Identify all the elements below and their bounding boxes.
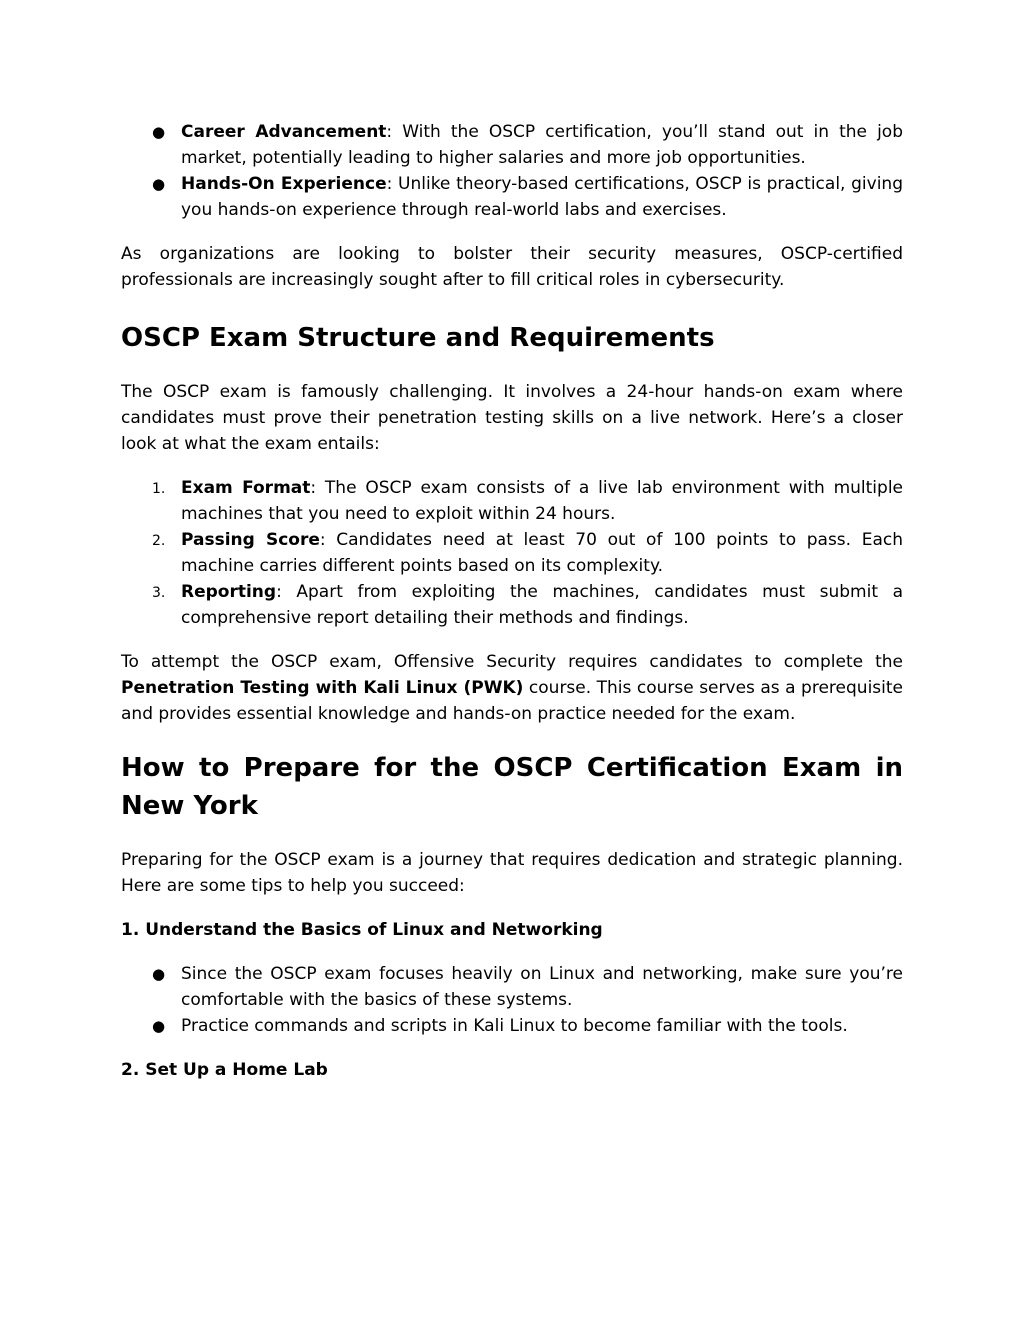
- list-item-text: : With the OSCP certification, you’ll stand out in the job market, potentially leading to higher salaries and more job opportunities.: [181, 122, 903, 168]
- bullet-icon: ●: [152, 175, 166, 193]
- list-item-text: : The OSCP exam consists of a live lab environment with multiple machines that you need to exploit within 24 hours.: [181, 478, 904, 524]
- benefits-list: [121, 119, 903, 223]
- list-item-text: : Apart from exploiting the machines, candidates must submit a comprehensive report detailing their methods and findings.: [181, 582, 903, 628]
- bullet-icon: ●: [152, 965, 166, 983]
- paragraph-prepare-intro: Preparing for the OSCP exam is a journey that requires dedication and strategic planning. Here are some tips to help you succeed:: [121, 850, 903, 896]
- list-item-term: Reporting: [181, 582, 277, 602]
- subheading-linux-networking: 1. Understand the Basics of Linux and Networking: [121, 920, 603, 940]
- course-name: Penetration Testing with Kali Linux (PWK): [121, 678, 524, 698]
- list-item: [152, 1013, 903, 1039]
- list-item-text: Since the OSCP exam focuses heavily on Linux and networking, make sure you’re comfortable with the basics of these systems.: [181, 964, 903, 1010]
- heading-exam-structure: OSCP Exam Structure and Requirements: [121, 323, 715, 353]
- paragraph-text: To attempt the OSCP exam, Offensive Security requires candidates to complete the: [121, 652, 903, 672]
- list-item-term: Passing Score: [181, 530, 320, 550]
- list-item: [152, 579, 903, 631]
- list-item-term: Exam Format: [181, 478, 311, 498]
- document-body: [121, 119, 903, 1083]
- list-item-term: Career Advancement: [181, 122, 387, 142]
- list-item: [152, 171, 903, 223]
- paragraph-exam-intro: The OSCP exam is famously challenging. It involves a 24-hour hands-on exam where candidates must prove their penetration testing skills on a live network. Here’s a closer look at what the exam entails:: [121, 382, 903, 454]
- heading-how-to-prepare: How to Prepare for the OSCP Certification Exam in New York: [121, 753, 903, 821]
- paragraph-pwk: [121, 649, 903, 727]
- list-item: [152, 475, 904, 527]
- list-item: [152, 527, 903, 579]
- list-item-text: Practice commands and scripts in Kali Linux to become familiar with the tools.: [181, 1016, 848, 1036]
- paragraph-demand: As organizations are looking to bolster their security measures, OSCP-certified professionals are increasingly sought after to fill critical roles in cybersecurity.: [121, 244, 903, 290]
- list-item-number: 3.: [152, 585, 166, 601]
- list-item-term: Hands-On Experience: [181, 174, 387, 194]
- list-item-text: : Unlike theory-based certifications, OSCP is practical, giving you hands-on experience through real-world labs and exercises.: [181, 174, 903, 220]
- list-item-number: 2.: [152, 533, 166, 549]
- exam-requirements-list: [121, 475, 903, 631]
- list-item: [152, 119, 903, 171]
- subheading-home-lab: 2. Set Up a Home Lab: [121, 1060, 328, 1080]
- paragraph-text: course. This course serves as a prerequisite and provides essential knowledge and hands-on practice needed for the exam.: [121, 678, 903, 724]
- list-item: [152, 961, 903, 1013]
- list-item-text: : Candidates need at least 70 out of 100 points to pass. Each machine carries different points based on its complexity.: [181, 530, 903, 576]
- bullet-icon: ●: [152, 1017, 166, 1035]
- linux-tips-list: [121, 961, 903, 1039]
- bullet-icon: ●: [152, 123, 166, 141]
- list-item-number: 1.: [152, 481, 166, 497]
